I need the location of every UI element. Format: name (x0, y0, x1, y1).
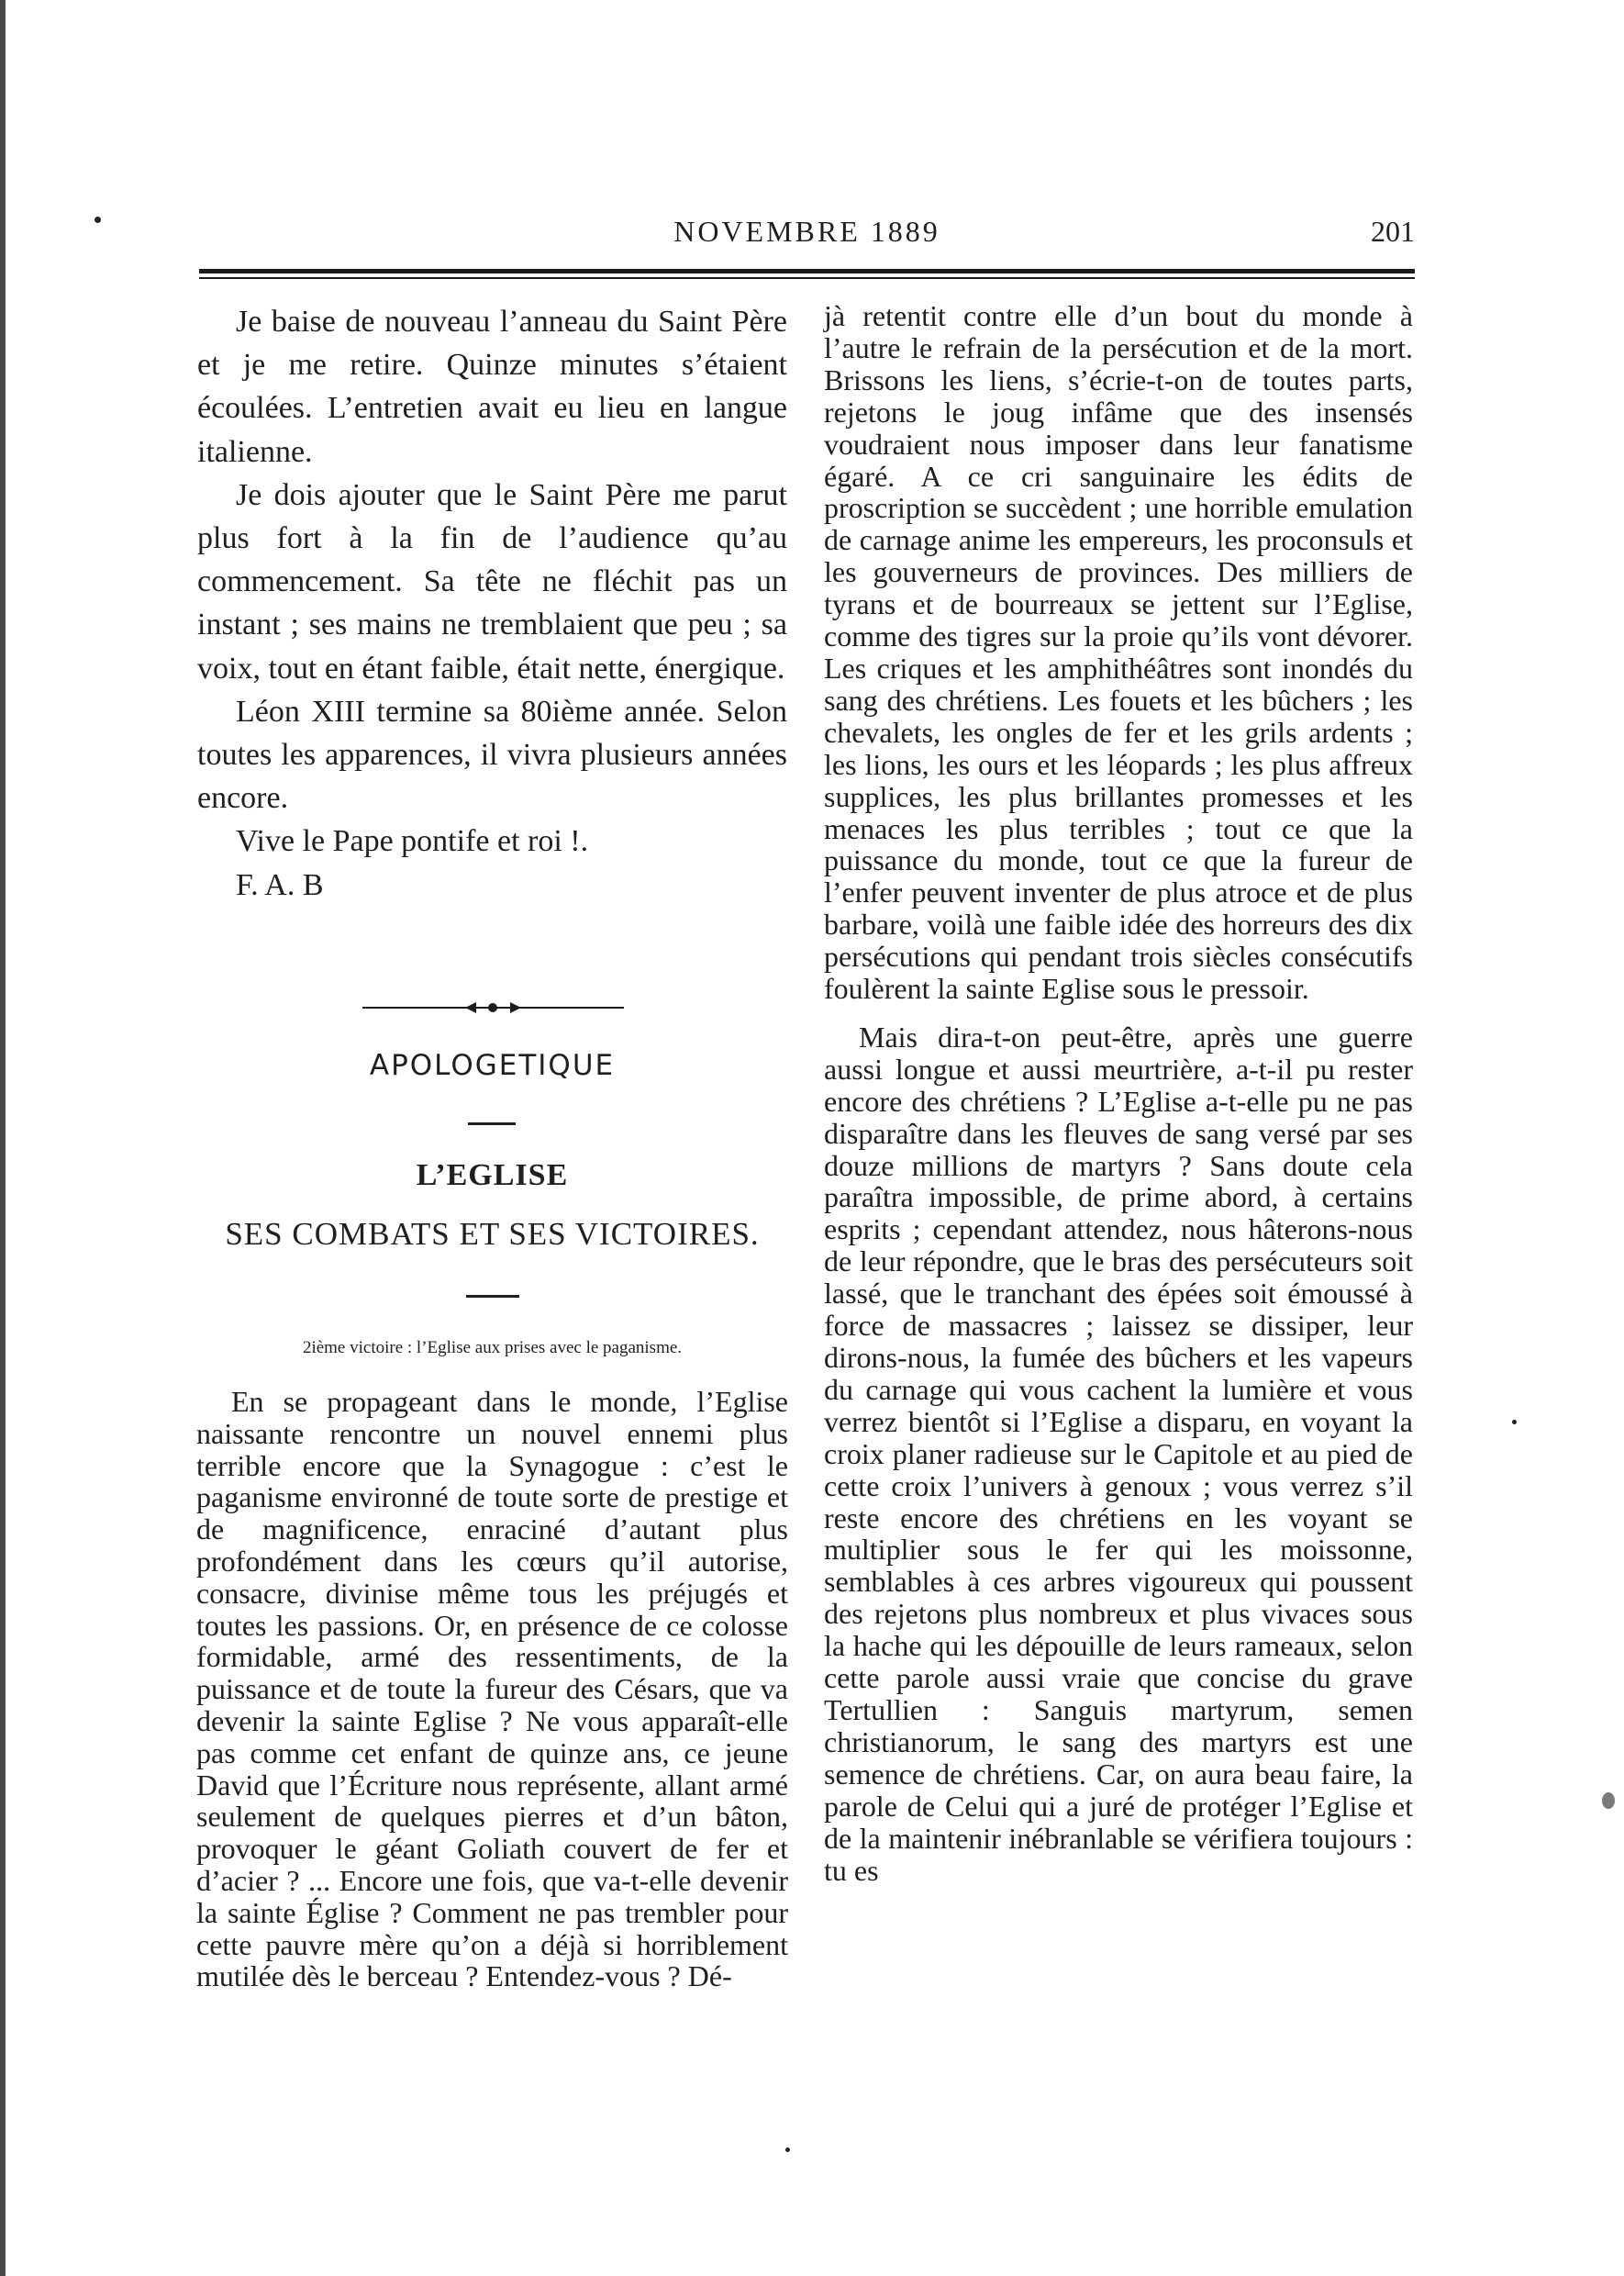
running-title: NOVEMBRE 1889 (673, 215, 940, 248)
paragraph: Vive le Pape pontife et roi !. (236, 824, 589, 859)
header-rule-thin (199, 277, 1415, 279)
left-column-top (197, 300, 787, 907)
paragraph: Je dois ajouter que le Saint Père me parut plus fort à la fin de l’audience qu’au commencement. Sa tête ne fléchit pas un instant ; ses mains ne tremblaient que peu ; sa voix, tout en étant faible, était nette, énergique. (197, 477, 787, 686)
article-subtitle: SES COMBATS ET SES VICTOIRES. (225, 1216, 760, 1252)
scan-left-edge (0, 0, 6, 2276)
ink-speck (95, 217, 101, 223)
paragraph: En se propageant dans le monde, l’Eglise naissante rencontre un nouvel ennemi plus terrible encore que la Synagogue : c’est le paganisme environné de toute sorte de prestige et de magnificence, enraciné d’autant plus profondément dans les cœurs qu’il autorise, consacre, divinise même tous les préjugés et toutes les passions. Or, en présence de ce colosse formidable, armé des ressentiments, de la puissance et de toute la fureur des Césars, que va devenir la sainte Eglise ? Ne vous apparaît-elle pas comme cet enfant de quinze ans, ce jeune David que l’Écriture nous représente, allant armé seulement de quelques pierres et d’un bâton, provoquer le géant Goliath couvert de fer et d’acier ? ... Encore une fois, que va-t-elle devenir la sainte Église ? Comment ne pas trembler pour cette pauvre mère qu’on a déjà si horriblement mutilée dès le berceau ? Entendez-vous ? Dé- (196, 1385, 788, 1993)
paragraph: Léon XIII termine sa 80ième année. Selon toutes les apparences, il vivra plusieurs années encore. (197, 694, 787, 816)
ink-speck (785, 2148, 790, 2152)
section-ornament (362, 994, 624, 1021)
paragraph: Mais dira-t-on peut-être, après une guerre aussi longue et aussi meurtrière, a-t-il pu rester encore des chrétiens ? L’Eglise a-t-elle pu ne pas disparaître dans les fleuves de sang versé par ses douze millions de martyrs ? Sans doute cela paraîtra impossible, de prime abord, à certains esprits ; cependant attendez, nous hâterons-nous de leur répondre, que le bras des persécuteurs soit lassé, que le tranchant des épées soit émoussé à force de massacres ; laissez se dissiper, leur dirons-nous, la fumée des bûchers et les vapeurs du carnage qui vous cachent la lumière et vous verrez bientôt si l’Eglise a disparu, en voyant la croix planer radieuse sur le Capitole et au pied de cette croix l’univers à genoux ; vous verrez s’il reste encore des chrétiens en les voyant se multiplier sous le fer qui les moissonne, semblables à ces arbres vigoureux qui poussent des rejetons plus nombreux et plus vivaces sous la hache qui les dépouille de leurs rameaux, selon cette parole aussi vraie que concise du grave Tertullien : Sanguis martyrum, semen christianorum, le sang des martyrs est une semence de chrétiens. Car, on aura beau faire, la parole de Celui qui a juré de protéger l’Eglise et de la maintenir inébranlable se vérifiera toujours : tu es (824, 1020, 1413, 1887)
header-rule-thick (199, 269, 1415, 273)
section-category: APOLOGETIQUE (369, 1049, 616, 1082)
article-title: L’EGLISE (416, 1158, 569, 1192)
paragraph: jà retentit contre elle d’un bout du monde à l’autre le refrain de la persécution et de la mort. Brissons les liens, s’écrie-t-on de toutes parts, rejetons le joug infâme que des insensés voudraient nous imposer dans leur fanatisme égaré. A ce cri sanguinaire les édits de proscription se succèdent ; une horrible emulation de carnage anime les empereurs, les proconsuls et les gouverneurs de provinces. Des milliers de tyrans et de bourreaux se jettent sur l’Eglise, comme des tigres sur la proie qu’ils vont dévorer. Les criques et les amphithéâtres sont inondés du sang des chrétiens. Les fouets et les bûchers ; les chevalets, les ongles de fer et les grils ardents ; les lions, les ours et les léopards ; les plus affreux supplices, les plus brillantes promesses et les menaces les plus terribles ; tout ce que la puissance du monde, tout ce que la fureur de l’enfer peuvent inventer de plus atroce et de plus barbare, voilà une faible idée des horreurs des dix persécutions qui pendant trois siècles consécutifs foulèrent la sainte Eglise sous le pressoir. (824, 299, 1413, 1006)
ink-speck (1602, 1792, 1615, 1809)
ink-speck (1512, 1420, 1517, 1424)
section-dash (466, 1295, 519, 1298)
page-header (199, 215, 1415, 255)
paragraph: Je baise de nouveau l’anneau du Saint Père et je me retire. Quinze minutes s’étaient écoulées. L’entretien avait eu lieu en langue italienne. (197, 305, 787, 469)
page-number: 201 (1371, 215, 1415, 248)
section-dash (468, 1122, 516, 1125)
article-caption: 2ième victoire : l’Eglise aux prises avec le paganisme. (302, 1338, 683, 1357)
left-column-bottom (196, 1386, 788, 1992)
right-column (824, 300, 1413, 1886)
signature: F. A. B (236, 867, 324, 902)
